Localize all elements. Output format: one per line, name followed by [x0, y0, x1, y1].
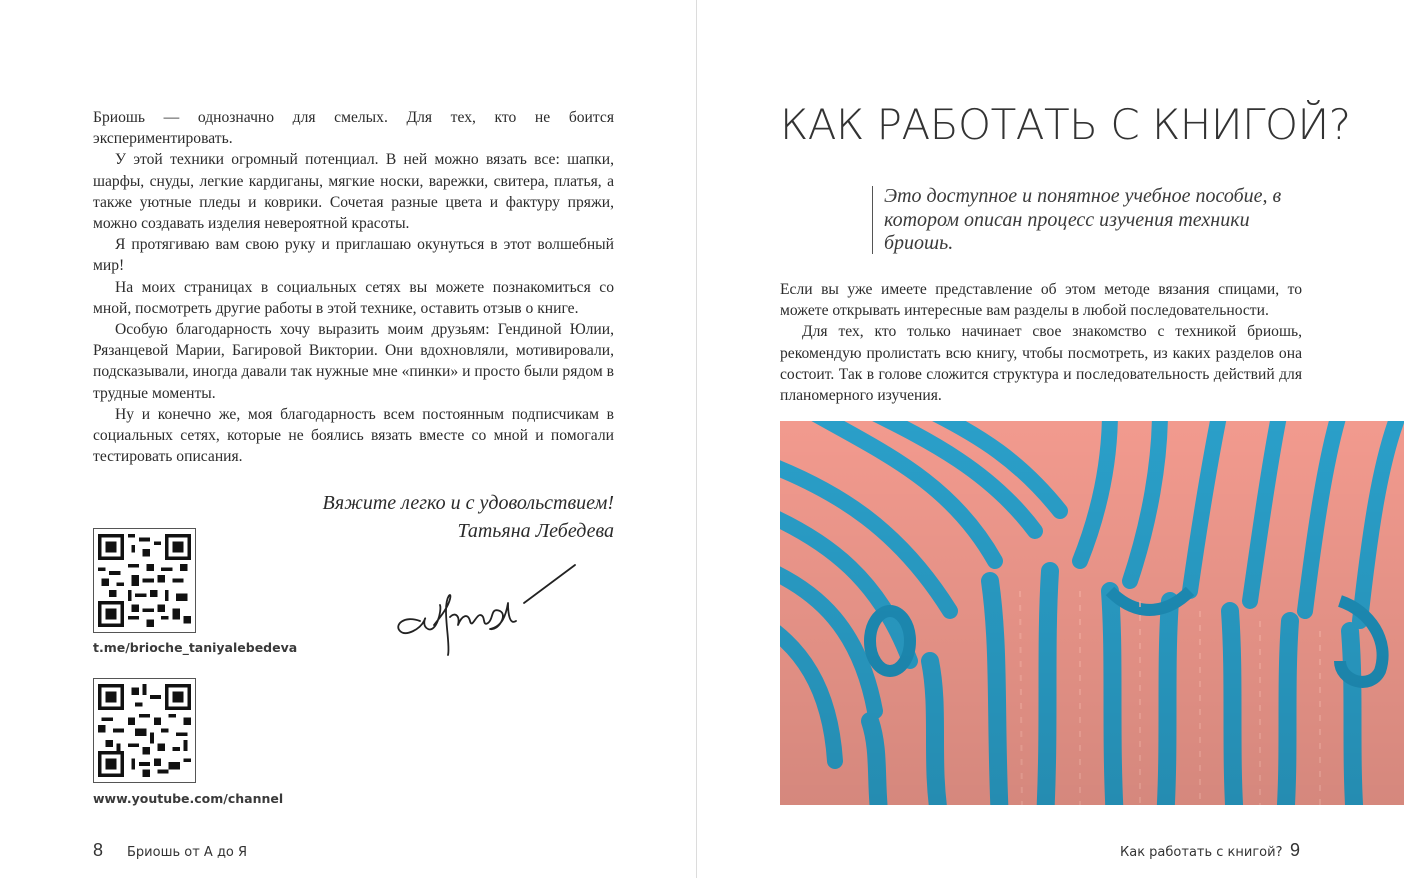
knitting-photo — [780, 421, 1404, 805]
spread-gutter — [696, 0, 697, 878]
paragraph: У этой техники огромный потенциал. В ней можно вязать все: шапки, шарфы, снуды, легкие кардиганы, мягкие носки, варежки, свитера, платья, а также уютные пледы и коврики. Сочетая разные цвета и фактуру пряжи, можно создавать изделия невероятной красоты. — [93, 151, 614, 233]
paragraph: Ну и конечно же, моя благодарность всем постоянным подписчикам в социальных сетях, которые не боялись вязать вместе со мной и помогали тестировать описания. — [93, 405, 614, 466]
paragraph: Я протягиваю вам свою руку и приглашаю окунуться в этот волшебный мир! — [93, 236, 614, 275]
closing-line: Вяжите легко и с удовольствием! — [322, 492, 614, 514]
chapter-title: КАК РАБОТАТЬ С КНИГОЙ? — [780, 100, 1351, 149]
closing-signoff — [290, 489, 614, 545]
brioche-knit-image — [780, 421, 1404, 805]
paragraph: Бриошь — однозначно для смелых. Для тех, кто не боится экспериментировать. — [93, 109, 614, 148]
left-body-text — [93, 107, 614, 467]
paragraph: На моих страницах в социальных сетях вы можете познакомиться со мной, посмотреть другие работы в этой технике, оставить отзыв о книге. — [93, 278, 614, 317]
right-body-text — [780, 279, 1302, 406]
telegram-link[interactable]: t.me/brioche_taniyalebedeva — [93, 640, 298, 655]
page-number-left: 8 — [93, 840, 104, 860]
handwritten-signature — [390, 555, 580, 665]
paragraph: Если вы уже имеете представление об этом методе вязания спицами, то можете открывать интересные вам разделы в любой последовательности. — [780, 281, 1302, 320]
youtube-link[interactable]: www.youtube.com/channel — [93, 791, 284, 806]
telegram-qr-code[interactable] — [93, 528, 196, 633]
lead-quote: Это доступное и понятное учебное пособие, в котором описан процесс изучения техники бриошь. — [884, 185, 1282, 254]
running-title-right: Как работать с книгой? — [1120, 845, 1283, 860]
lead-rule — [872, 186, 873, 254]
qr-code-icon — [98, 683, 191, 778]
qr-code-icon — [98, 533, 191, 628]
page-number-right: 9 — [1290, 840, 1301, 860]
paragraph: Для тех, кто только начинает свое знакомство с техникой бриошь, рекомендую пролистать всю книгу, чтобы посмотреть, из каких разделов она состоит. Так в голове сложится структура и последовательность действий для планомерного изучения. — [780, 323, 1302, 405]
author-name: Татьяна Лебедева — [457, 520, 614, 542]
paragraph: Особую благодарность хочу выразить моим друзьям: Гендиной Юлии, Рязанцевой Марии, Багировой Виктории. Они вдохновляли, мотивировали, подсказывали, иногда давали так нужные мне «пинки» и просто были рядом в трудные моменты. — [93, 321, 614, 402]
youtube-qr-code[interactable] — [93, 678, 196, 783]
running-title-left: Бриошь от А до Я — [127, 845, 248, 860]
